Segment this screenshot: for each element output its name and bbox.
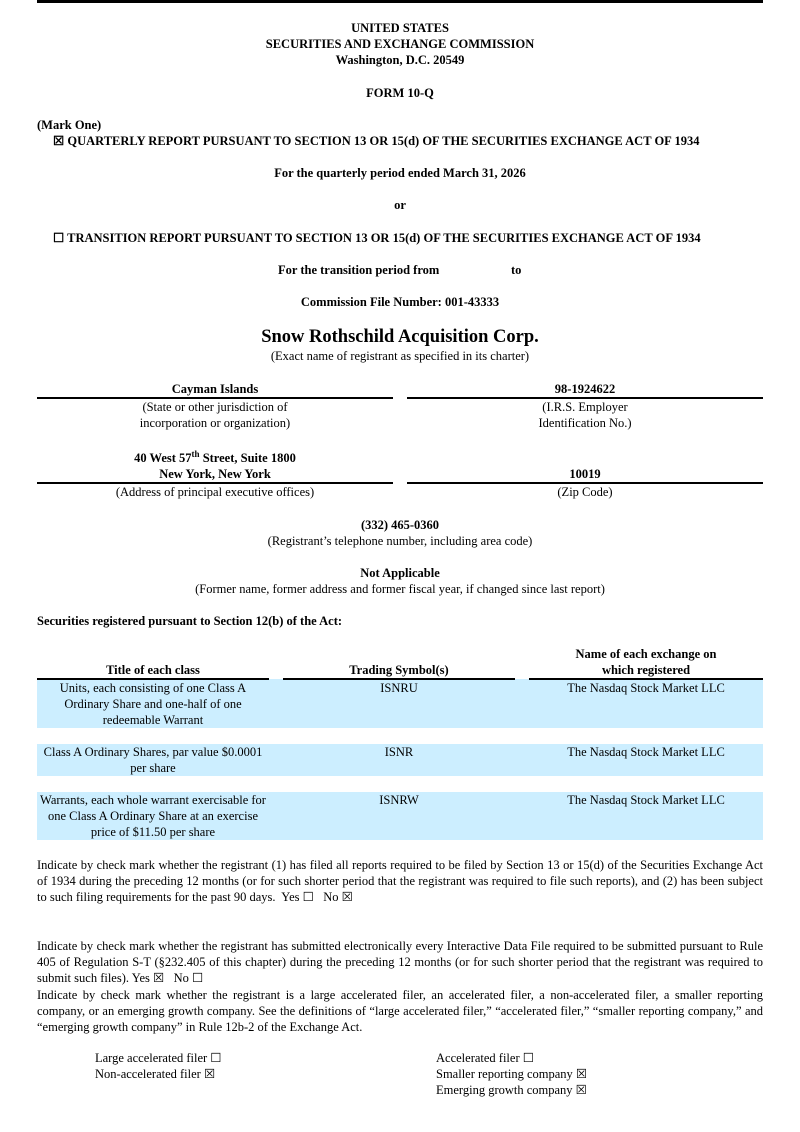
table-row: [37, 744, 763, 776]
transition-report-line: [53, 230, 701, 246]
row-exchange: The Nasdaq Stock Market LLC: [529, 679, 763, 728]
row-symbol: ISNRW: [283, 792, 515, 840]
phone-caption: (Registrant’s telephone number, including area code): [267, 534, 533, 548]
securities-heading: Securities registered pursuant to Section 12(b) of the Act:: [37, 614, 343, 628]
former-name-value: Not Applicable: [360, 566, 440, 580]
securities-table: [37, 646, 763, 840]
address-line1: [37, 450, 393, 466]
zip-value: 10019: [569, 467, 601, 481]
address-line2: New York, New York: [159, 467, 271, 481]
address-caption: (Address of principal executive offices): [115, 485, 315, 499]
row-title: Units, each consisting of one Class A Ordinary Share and one-half of one redeemable Warrant: [37, 679, 269, 728]
emerging-growth-company-option[interactable]: Emerging growth company ☒: [436, 1083, 587, 1097]
row-exchange: The Nasdaq Stock Market LLC: [529, 792, 763, 840]
header-title-of-class: Title of each class: [37, 646, 269, 679]
large-accelerated-filer-option[interactable]: Large accelerated filer ☐: [95, 1051, 222, 1065]
or-separator: or: [394, 198, 406, 212]
top-border-rule: [37, 0, 763, 3]
transition-report-text: TRANSITION REPORT PURSUANT TO SECTION 13 OR 15(d) OF THE SECURITIES EXCHANGE ACT OF 1934: [67, 231, 701, 245]
filing-compliance-yes[interactable]: Yes ☐: [281, 890, 314, 904]
row-symbol: ISNRU: [283, 679, 515, 728]
header-united-states: UNITED STATES: [351, 21, 449, 35]
row-title: Class A Ordinary Shares, par value $0.0001 per share: [37, 744, 269, 776]
quarterly-report-line: [53, 133, 699, 149]
address-line1-pre: 40 West 57: [134, 451, 192, 465]
transition-period-to: to: [511, 263, 522, 277]
jurisdiction-caption-line1: (State or other jurisdiction of: [142, 400, 288, 414]
interactive-data-no[interactable]: No ☐: [173, 971, 204, 985]
smaller-reporting-company-option[interactable]: Smaller reporting company ☒: [436, 1067, 588, 1081]
filing-compliance-no[interactable]: No ☒: [323, 890, 353, 904]
transition-checkbox[interactable]: ☐: [53, 231, 65, 245]
accelerated-filer-option[interactable]: Accelerated filer ☐: [436, 1051, 534, 1065]
jurisdiction-caption-line2: incorporation or organization): [139, 416, 291, 430]
irs-number-value: 98-1924622: [554, 382, 616, 396]
jurisdiction-value: Cayman Islands: [171, 382, 259, 396]
header-exchange: [529, 646, 763, 679]
address-line1-sup: th: [191, 448, 200, 459]
table-row: [37, 679, 763, 728]
former-name-caption: (Former name, former address and former fiscal year, if changed since last report): [195, 582, 605, 596]
header-exchange-line1: Name of each exchange on: [575, 647, 717, 661]
transition-period-from: For the transition period from: [278, 263, 440, 277]
filer-status-paragraph: Indicate by check mark whether the registrant is a large accelerated filer, an accelerated filer, a non-accelerated filer, a smaller reporting company, or an emerging growth company. See the definitions of “large accelerated filer,” “accelerated filer,” “smaller reporting company,” and “emerging growth company” in Rule 12b-2 of the Exchange Act.: [37, 988, 763, 1034]
irs-caption-line1: (I.R.S. Employer: [542, 400, 628, 414]
row-exchange: The Nasdaq Stock Market LLC: [529, 744, 763, 776]
mark-one-label: (Mark One): [37, 118, 102, 132]
company-name: Snow Rothschild Acquisition Corp.: [261, 327, 539, 347]
table-row: [37, 792, 763, 840]
zip-caption: (Zip Code): [557, 485, 613, 499]
form-title: FORM 10-Q: [366, 86, 434, 100]
company-name-caption: (Exact name of registrant as specified in its charter): [270, 349, 530, 363]
row-title: Warrants, each whole warrant exercisable for one Class A Ordinary Share at an exercise price of $11.50 per share: [37, 792, 269, 840]
interactive-data-text: Indicate by check mark whether the registrant has submitted electronically every Interactive Data File required to be submitted pursuant to Rule 405 of Regulation S-T (§232.405 of this chapter) during the preceding 12 months (or for such shorter period that the registrant was required to submit such files).: [37, 939, 763, 985]
interactive-data-yes[interactable]: Yes ☒: [131, 971, 165, 985]
commission-file-number: Commission File Number: 001-43333: [300, 295, 500, 309]
securities-table-header: [37, 646, 763, 679]
phone-value: (332) 465-0360: [360, 518, 440, 532]
header-location: Washington, D.C. 20549: [335, 53, 465, 67]
header-exchange-line2: which registered: [601, 663, 691, 677]
irs-caption-line2: Identification No.): [538, 416, 632, 430]
filing-compliance-text: Indicate by check mark whether the registrant (1) has filed all reports required to be filed by Section 13 or 15(d) of the Securities Exchange Act of 1934 during the preceding 12 months (or for such shorter period that the registrant was required to file such reports), and (2) has been subject to such filing requirements for the past 90 days.: [37, 858, 763, 904]
row-symbol: ISNR: [283, 744, 515, 776]
interactive-data-paragraph: [37, 938, 763, 986]
address-line1-post: Street, Suite 1800: [199, 451, 296, 465]
header-trading-symbol: Trading Symbol(s): [283, 646, 515, 679]
non-accelerated-filer-option[interactable]: Non-accelerated filer ☒: [95, 1067, 216, 1081]
quarterly-checkbox[interactable]: ☒: [53, 134, 65, 148]
quarterly-period: For the quarterly period ended March 31, 2026: [274, 166, 526, 180]
filing-compliance-paragraph: [37, 857, 763, 905]
header-sec: SECURITIES AND EXCHANGE COMMISSION: [265, 37, 535, 51]
quarterly-report-text: QUARTERLY REPORT PURSUANT TO SECTION 13 OR 15(d) OF THE SECURITIES EXCHANGE ACT OF 1934: [67, 134, 700, 148]
